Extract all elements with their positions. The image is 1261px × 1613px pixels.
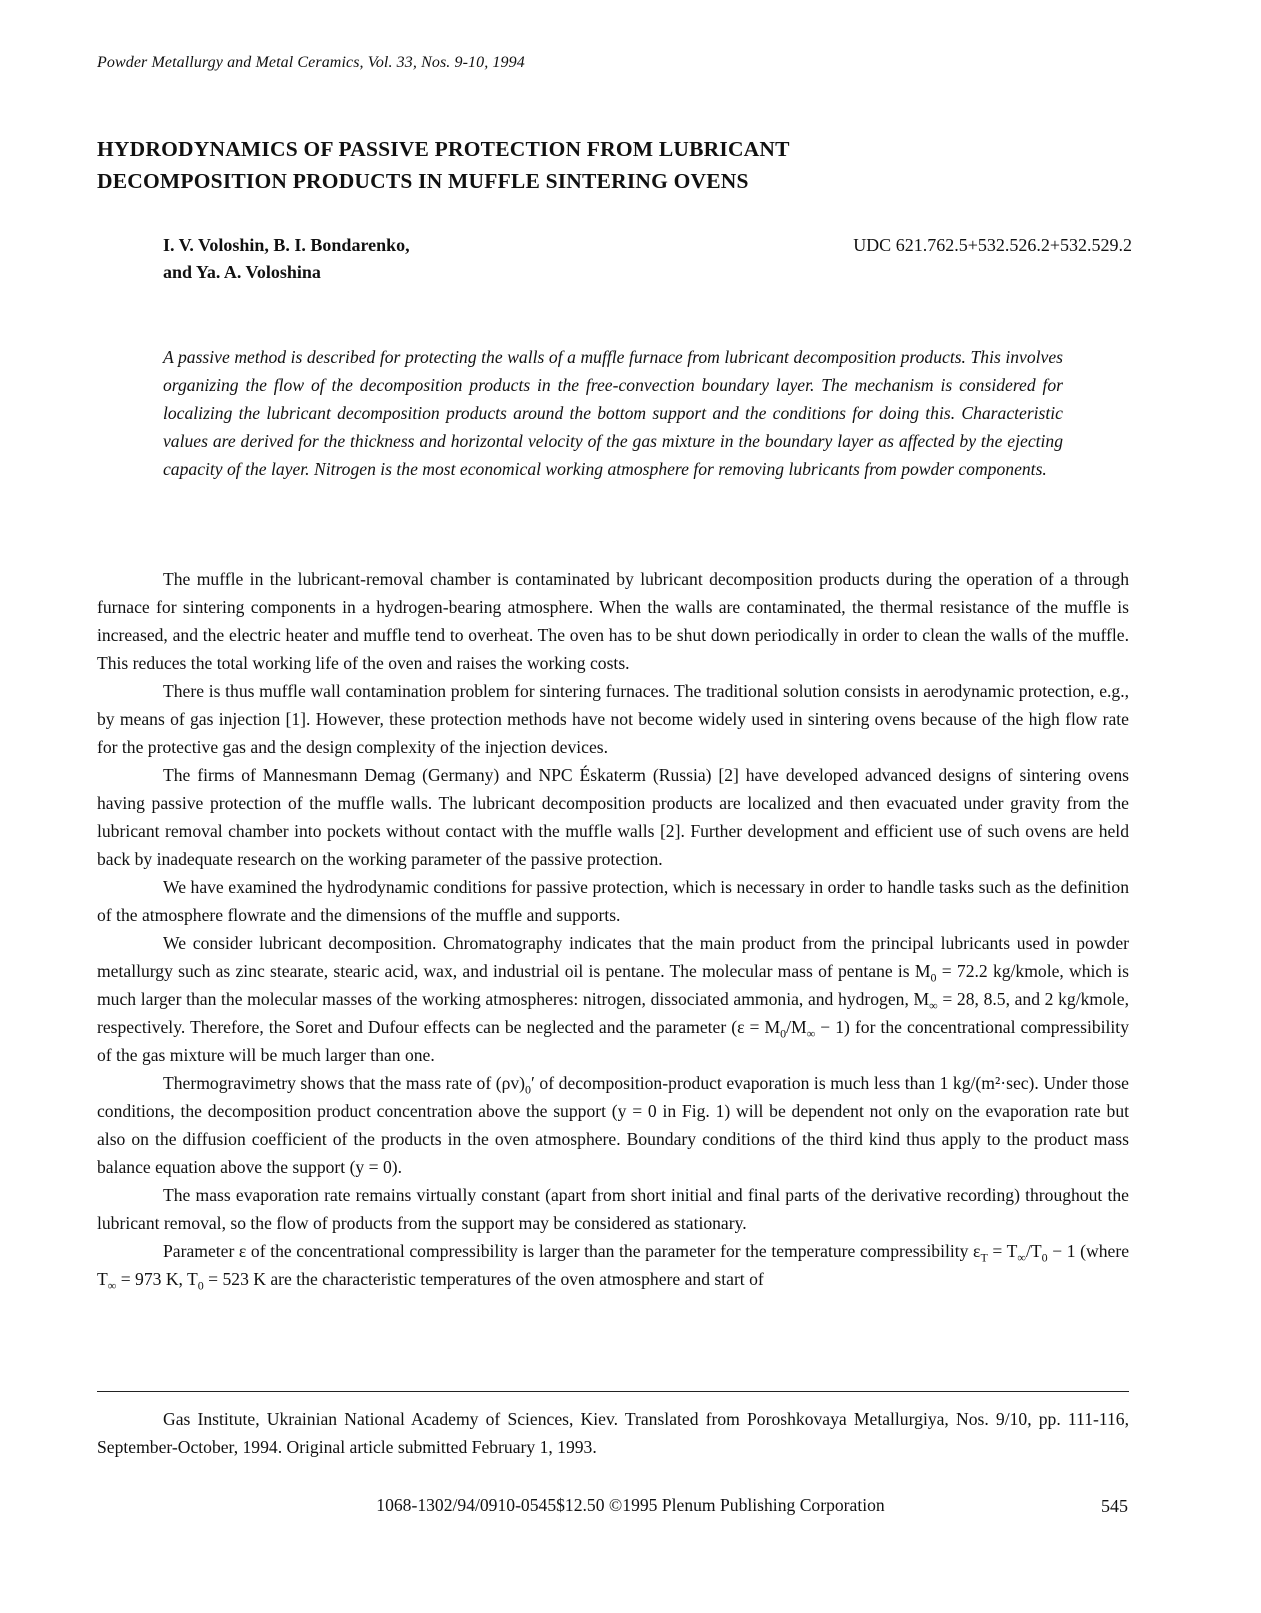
paragraph-3: The firms of Mannesmann Demag (Germany) and NPC Éskaterm (Russia) [2] have developed advanced designs of sintering ovens having passive protection of the muffle walls. The lubricant decomposition products are localized and then evacuated under gravity from the lubricant removal chamber into pockets without contact with the muffle walls [2]. Further development and efficient use of such ovens are held back by inadequate research on the working parameter of the passive protection. bbox=[97, 765, 1129, 869]
paper-title bbox=[97, 133, 1137, 197]
title-line-2: DECOMPOSITION PRODUCTS IN MUFFLE SINTERING OVENS bbox=[97, 169, 749, 193]
authors-line-1: I. V. Voloshin, B. I. Bondarenko, bbox=[163, 235, 410, 255]
p8-text-c: /T bbox=[1025, 1241, 1042, 1261]
paragraph-8 bbox=[97, 1237, 1129, 1293]
p5-text-a: We consider lubricant decomposition. Chromatography indicates that the main product from the principal lubricants used in powder metallurgy such as zinc stearate, stearic acid, wax, and industrial oil is pentane. The molecular mass of pentane is M bbox=[97, 933, 1129, 981]
p5-sub-2: ∞ bbox=[929, 998, 938, 1013]
p5-sub-1: 0 bbox=[930, 970, 937, 985]
p8-text-b: = T bbox=[987, 1241, 1018, 1261]
p6-sub-1: 0 bbox=[525, 1082, 532, 1097]
udc-code: UDC 621.762.5+532.526.2+532.529.2 bbox=[853, 235, 1132, 255]
p5-text-d: /M bbox=[786, 1017, 807, 1037]
paragraph-1: The muffle in the lubricant-removal chamber is contaminated by lubricant decomposition products during the operation of a through furnace for sintering components in a hydrogen-bearing atmosphere. When the walls are contaminated, the thermal resistance of the muffle is increased, and the electric heater and muffle tend to overheat. The oven has to be shut down periodically in order to clean the walls of the muffle. This reduces the total working life of the oven and raises the working costs. bbox=[97, 569, 1129, 673]
paragraph-2: There is thus muffle wall contamination problem for sintering furnaces. The traditional solution consists in aerodynamic protection, e.g., by means of gas injection [1]. However, these protection methods have not become widely used in sintering ovens because of the high flow rate for the protective gas and the design complexity of the injection devices. bbox=[97, 681, 1129, 757]
p8-sub-2: ∞ bbox=[1017, 1250, 1026, 1265]
p5-sub-4: ∞ bbox=[806, 1026, 816, 1041]
body-text bbox=[97, 565, 1129, 1293]
p8-text-f: = 523 K are the characteristic temperatures of the oven atmosphere and start of bbox=[203, 1269, 764, 1289]
journal-citation: Powder Metallurgy and Metal Ceramics, Vol. 33, Nos. 9-10, 1994 bbox=[97, 54, 525, 71]
p5-text-c: = 28, 8.5, and 2 kg/kmole, respectively. Therefore, the Soret and Dufour effects can be neglected and the parameter (ε = M bbox=[97, 989, 1129, 1037]
p8-sub-4: ∞ bbox=[107, 1278, 117, 1293]
abstract: A passive method is described for protecting the walls of a muffle furnace from lubricant decomposition products. This involves organizing the flow of the decomposition products in the free-convection boundary layer. The mechanism is considered for localizing the lubricant decomposition products around the bottom support and the conditions for doing this. Characteristic values are derived for the thickness and horizontal velocity of the gas mixture in the boundary layer as affected by the ejecting capacity of the layer. Nitrogen is the most economical working atmosphere for removing lubricants from powder components. bbox=[163, 347, 1063, 479]
footnote: Gas Institute, Ukrainian National Academy of Sciences, Kiev. Translated from Poroshkovaya Metallurgiya, Nos. 9/10, pp. 111-116, September-October, 1994. Original article submitted February 1, 1993. bbox=[97, 1409, 1129, 1457]
p5-sub-3: 0 bbox=[780, 1026, 787, 1041]
paragraph-4: We have examined the hydrodynamic conditions for passive protection, which is necessary in order to handle tasks such as the definition of the atmosphere flowrate and the dimensions of the muffle and supports. bbox=[97, 877, 1129, 925]
p8-sub-1: T bbox=[980, 1250, 988, 1265]
copyright-line: 1068-1302/94/0910-0545$12.50 ©1995 Plenum Publishing Corporation bbox=[376, 1495, 885, 1515]
p5-text-e: − 1) for the concentrational compressibility of the gas mixture will be much larger than one. bbox=[97, 1017, 1129, 1065]
p8-sub-5: 0 bbox=[197, 1278, 204, 1293]
title-line-1: HYDRODYNAMICS OF PASSIVE PROTECTION FROM LUBRICANT bbox=[97, 137, 790, 161]
page-number: 545 bbox=[1101, 1496, 1128, 1516]
author-list bbox=[163, 232, 410, 286]
p8-text-d: − 1 (where T bbox=[97, 1241, 1129, 1289]
p8-sub-3: 0 bbox=[1041, 1250, 1048, 1265]
authors-line-2: and Ya. A. Voloshina bbox=[163, 262, 321, 282]
p8-text-a: Parameter ε of the concentrational compressibility is larger than the parameter for the temperature compressibility ε bbox=[163, 1241, 981, 1261]
p5-text-b: = 72.2 kg/kmole, which is much larger than the molecular masses of the working atmospheres: nitrogen, dissociated ammonia, and hydrogen, M bbox=[97, 961, 1129, 1009]
footnote-divider bbox=[97, 1391, 1129, 1392]
p6-text-b: ′ of decomposition-product evaporation is much less than 1 kg/(m²·sec). Under those conditions, the decomposition product concentration above the support (y = 0 in Fig. 1) will be dependent not only on the evaporation rate but also on the diffusion coefficient of the products in the oven atmosphere. Boundary conditions of the third kind thus apply to the product mass balance equation above the support (y = 0). bbox=[97, 1073, 1129, 1177]
paragraph-7: The mass evaporation rate remains virtually constant (apart from short initial and final parts of the derivative recording) throughout the lubricant removal, so the flow of products from the support may be considered as stationary. bbox=[97, 1185, 1129, 1233]
p6-text-a: Thermogravimetry shows that the mass rate of (ρv) bbox=[163, 1073, 526, 1093]
paragraph-5 bbox=[97, 929, 1129, 1069]
p8-text-e: = 973 K, T bbox=[116, 1269, 198, 1289]
paragraph-6 bbox=[97, 1069, 1129, 1181]
